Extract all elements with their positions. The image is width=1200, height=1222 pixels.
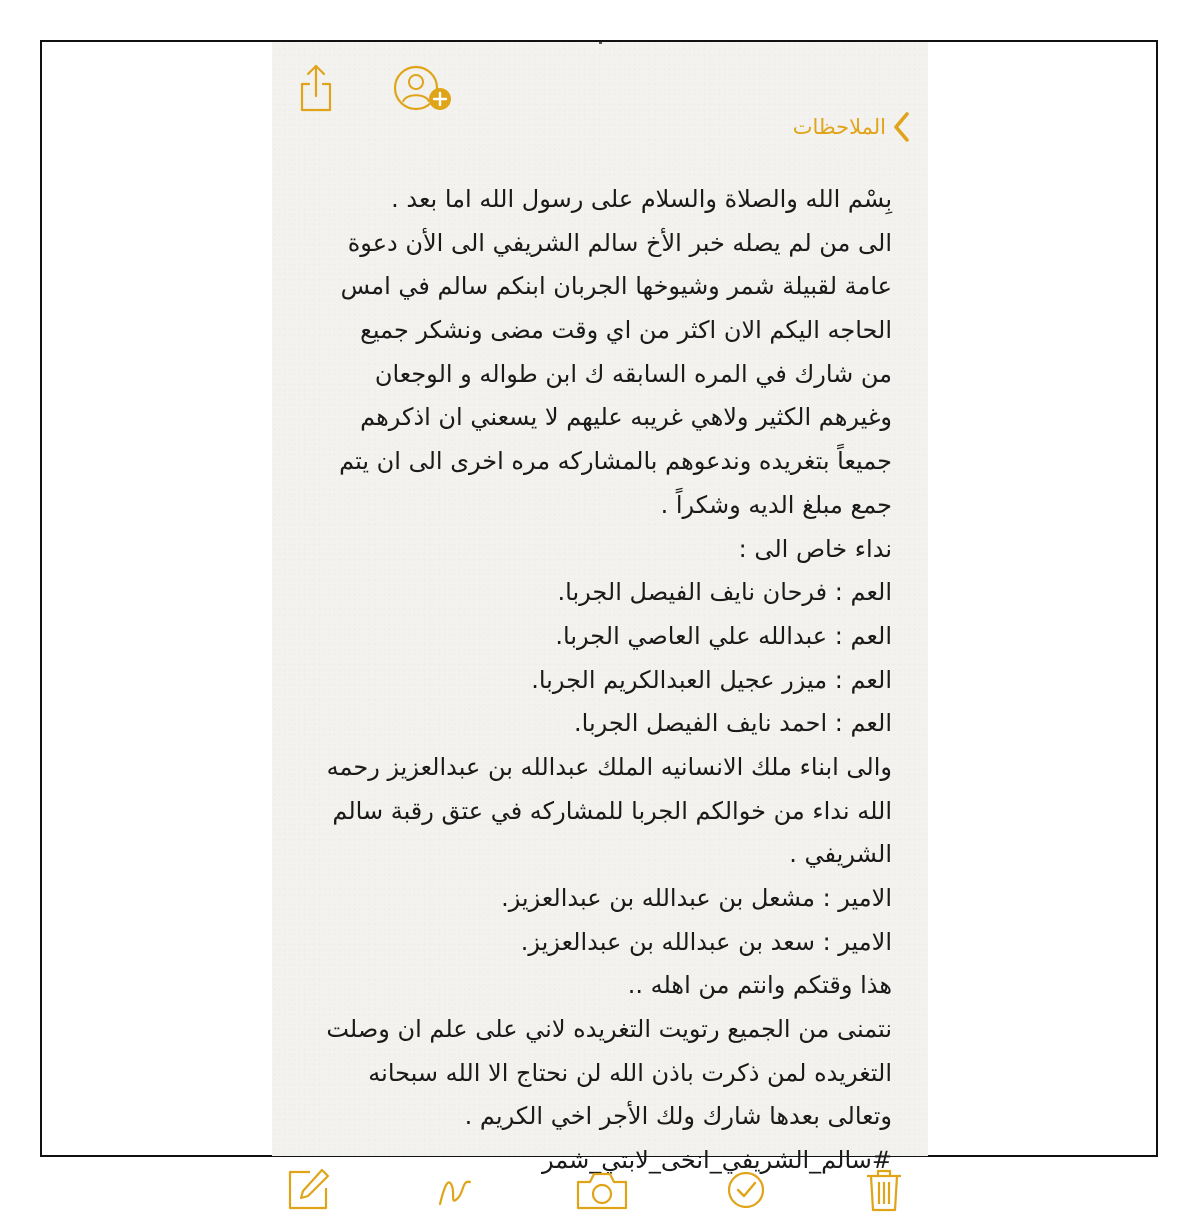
add-person-icon[interactable] bbox=[392, 64, 454, 116]
note-line: العم : احمد نايف الفيصل الجربا. bbox=[574, 709, 892, 738]
checklist-icon[interactable] bbox=[724, 1168, 768, 1212]
share-icon[interactable] bbox=[298, 62, 334, 114]
back-label: الملاحظات bbox=[792, 115, 886, 139]
note-line: #سالم_الشريفي_انخى_لابتي_شمر bbox=[542, 1146, 892, 1175]
note-line: جمع مبلغ الديه وشكراً . bbox=[660, 490, 892, 519]
notes-screen bbox=[272, 42, 928, 1175]
note-line: هذا وقتكم وانتم من اهله .. bbox=[627, 971, 892, 1000]
note-line: نتمنى من الجميع رتويت التغريده لاني على علم ان وصلت bbox=[326, 1015, 892, 1044]
note-line: العم : عبدالله علي العاصي الجربا. bbox=[555, 621, 892, 650]
note-line: وغيرهم الكثير ولاهي غريبه عليهم لا يسعني ان اذكرهم bbox=[360, 403, 892, 432]
note-line: من شارك في المره السابقه ك ابن طواله و الوجعان bbox=[374, 359, 892, 388]
chevron-left-icon bbox=[892, 110, 912, 144]
bottom-toolbar bbox=[272, 1162, 928, 1222]
note-line: عامة لقبيلة شمر وشيوخها الجربان ابنكم سالم في امس bbox=[340, 272, 892, 301]
note-line: بِسْم الله والصلاة والسلام على رسول الله اما بعد . bbox=[391, 185, 892, 213]
note-line: التغريده لمن ذكرت باذن الله لن نحتاج الا الله سبحانه bbox=[368, 1058, 892, 1087]
trash-icon[interactable] bbox=[864, 1168, 904, 1212]
note-line: الشريفي . bbox=[789, 840, 892, 869]
note-body[interactable] bbox=[286, 178, 892, 1183]
note-line: الله نداء من خوالكم الجربا للمشاركه في عتق رقبة سالم bbox=[332, 796, 892, 825]
note-line: الحاجه اليكم الان اكثر من اي وقت مضى ونشكر جميع bbox=[360, 316, 892, 345]
note-line: الامير : سعد بن عبدالله بن عبدالعزيز. bbox=[520, 927, 892, 956]
note-line: الى من لم يصله خبر الأخ سالم الشريفي الى الأن دعوة bbox=[347, 228, 892, 257]
note-line: العم : ميزر عجيل العبدالكريم الجربا. bbox=[531, 665, 892, 694]
camera-icon[interactable] bbox=[574, 1168, 630, 1212]
note-line: العم : فرحان نايف الفيصل الجربا. bbox=[557, 578, 892, 607]
note-line: والى ابناء ملك الانسانيه الملك عبدالله بن عبدالعزيز رحمه bbox=[326, 752, 892, 781]
note-line: وتعالى بعدها شارك ولك الأجر اخي الكريم . bbox=[464, 1102, 892, 1131]
note-line: جميعاً بتغريده وندعوهم بالمشاركه مره اخرى الى ان يتم bbox=[339, 447, 892, 476]
sketch-icon[interactable] bbox=[434, 1168, 478, 1212]
navigation-bar bbox=[272, 42, 928, 152]
note-line: نداء خاص الى : bbox=[738, 534, 892, 563]
note-line: الامير : مشعل بن عبدالله بن عبدالعزيز. bbox=[501, 884, 892, 912]
back-button[interactable] bbox=[793, 110, 912, 144]
compose-icon[interactable] bbox=[286, 1168, 330, 1212]
